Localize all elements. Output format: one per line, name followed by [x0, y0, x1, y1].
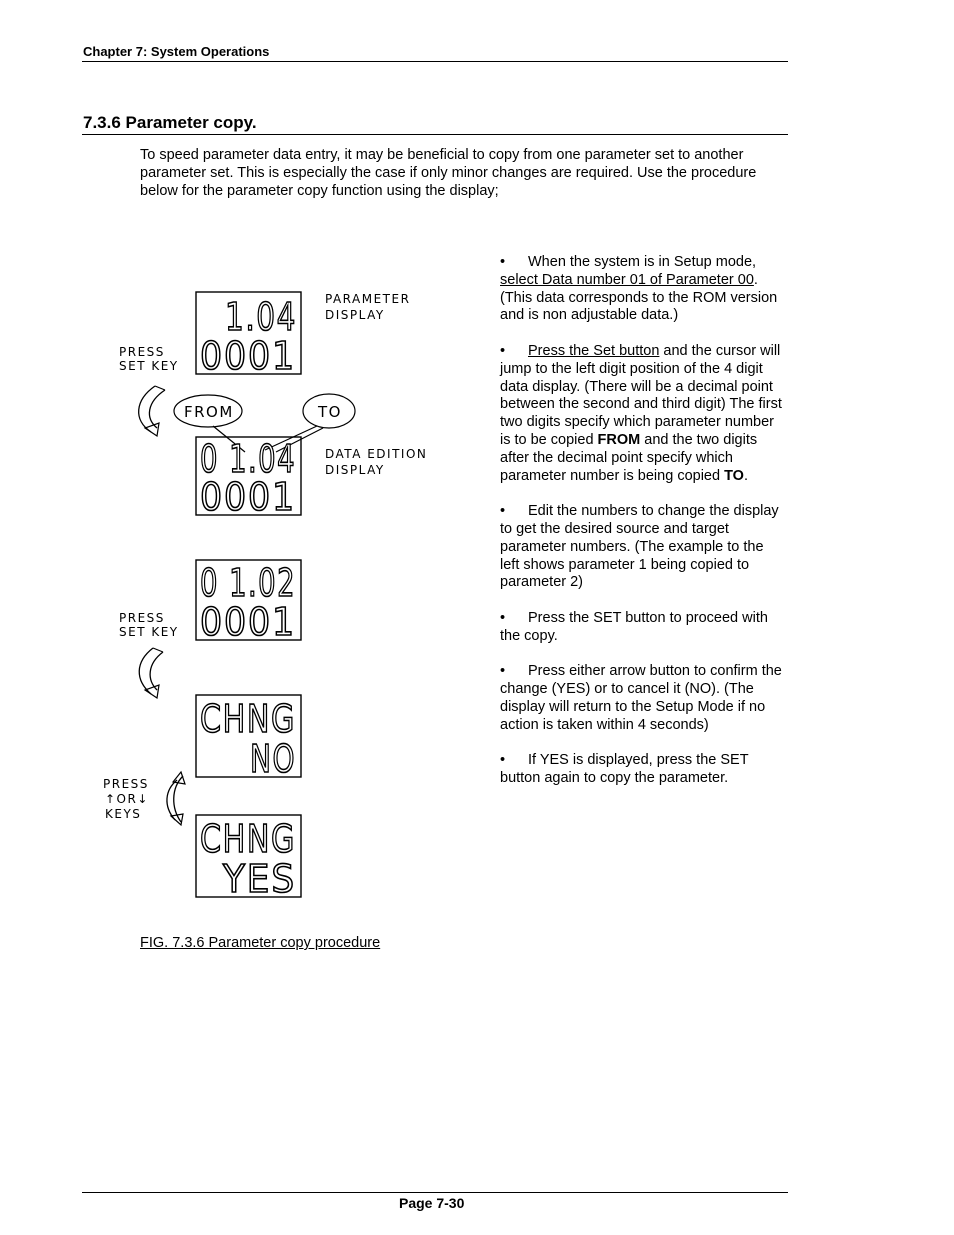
parameter-display-label-2: DISPLAY — [325, 308, 385, 322]
footer-rule — [82, 1192, 788, 1193]
step-2 — [500, 343, 786, 485]
bullet: • — [500, 254, 506, 270]
step-4 — [500, 610, 786, 646]
curved-arrow-3 — [167, 772, 185, 825]
step-1 — [500, 254, 786, 325]
press-set-label-1a: PRESS — [119, 345, 165, 359]
bullet: • — [500, 342, 506, 359]
press-keys-label-c: KEYS — [105, 807, 142, 821]
display-5-bottom: YES — [222, 857, 296, 901]
bullet: • — [500, 752, 506, 769]
press-set-label-1b: SET KEY — [119, 359, 179, 373]
step-6-text: If YES is displayed, press the SET button again to copy the parameter. — [500, 752, 749, 787]
step-5 — [500, 663, 786, 734]
step-2-underline: Press the Set button — [528, 342, 660, 359]
step-2-to-bold: TO — [724, 467, 744, 484]
step-2-text-mid: and the two digits after the decimal point specify which parameter number is being copied — [500, 431, 758, 484]
step-1-text-end: . (This data corresponds to the ROM version and is non adjustable data.) — [500, 271, 778, 324]
step-5-text: Press either arrow button to confirm the change (YES) or to cancel it (NO). (The display will return to the Setup Mode if no action is taken within 4 seconds) — [500, 663, 782, 733]
data-edition-label-2: DISPLAY — [325, 463, 385, 477]
section-rule — [82, 134, 788, 135]
step-1-underline: select Data number 01 of Parameter 00 — [500, 271, 754, 288]
step-3-text: Edit the numbers to change the display to get the desired source and target parameter numbers. (The example to the left shows parameter 1 being copied to parameter 2) — [500, 503, 779, 591]
step-2-text-end: . — [743, 467, 748, 484]
step-3 — [500, 503, 786, 592]
page-number: Page 7-30 — [399, 1195, 465, 1211]
display-5-top: CHNG — [200, 817, 296, 861]
data-edition-label-1: DATA EDITION — [325, 447, 428, 461]
step-2-from-bold: FROM — [597, 431, 641, 448]
display-3-top: 0 1.02 — [200, 561, 296, 605]
header-rule — [82, 61, 788, 62]
to-label: TO — [318, 403, 342, 421]
parameter-display-label-1: PARAMETER — [325, 292, 411, 306]
display-1-bottom: 0001 — [200, 334, 296, 378]
display-1-top: 1.04 — [225, 295, 297, 339]
display-2-top: 0 1.04 — [200, 437, 296, 481]
bullet: • — [500, 609, 506, 626]
bullet: • — [500, 503, 506, 520]
step-6 — [500, 752, 786, 788]
display-4-top: CHNG — [200, 697, 296, 741]
step-1-text: When the system is in Setup mode, — [528, 254, 757, 270]
procedure-steps — [500, 254, 786, 806]
curved-arrow-1 — [139, 386, 165, 436]
display-3-bottom: 0001 — [200, 600, 296, 644]
display-4-bottom: NO — [250, 737, 296, 781]
section-title: 7.3.6 Parameter copy. — [83, 113, 257, 132]
bullet: • — [500, 663, 506, 680]
press-set-label-2a: PRESS — [119, 611, 165, 625]
press-set-label-2b: SET KEY — [119, 625, 179, 639]
figure-caption: FIG. 7.3.6 Parameter copy procedure — [140, 935, 381, 951]
intro-paragraph: To speed parameter data entry, it may be beneficial to copy from one parameter set to another parameter set. This is especially the case if only minor changes are required. Use the procedure below for the parameter copy function using the display; — [140, 147, 757, 199]
press-keys-label-b: ↑OR↓ — [105, 792, 149, 806]
from-label: FROM — [184, 403, 234, 421]
parameter-copy-figure — [95, 280, 435, 905]
chapter-header: Chapter 7: System Operations — [83, 44, 270, 59]
step-4-text: Press the SET button to proceed with the copy. — [500, 609, 768, 644]
curved-arrow-2 — [139, 648, 163, 698]
step-2-text: and the cursor will jump to the left digit position of the 4 digit data display. (There will be a decimal point between the second and third digit) The first two digits specify which parameter number is to be copied — [500, 342, 782, 448]
press-keys-label-a: PRESS — [103, 777, 149, 791]
display-2-bottom: 0001 — [200, 475, 296, 519]
